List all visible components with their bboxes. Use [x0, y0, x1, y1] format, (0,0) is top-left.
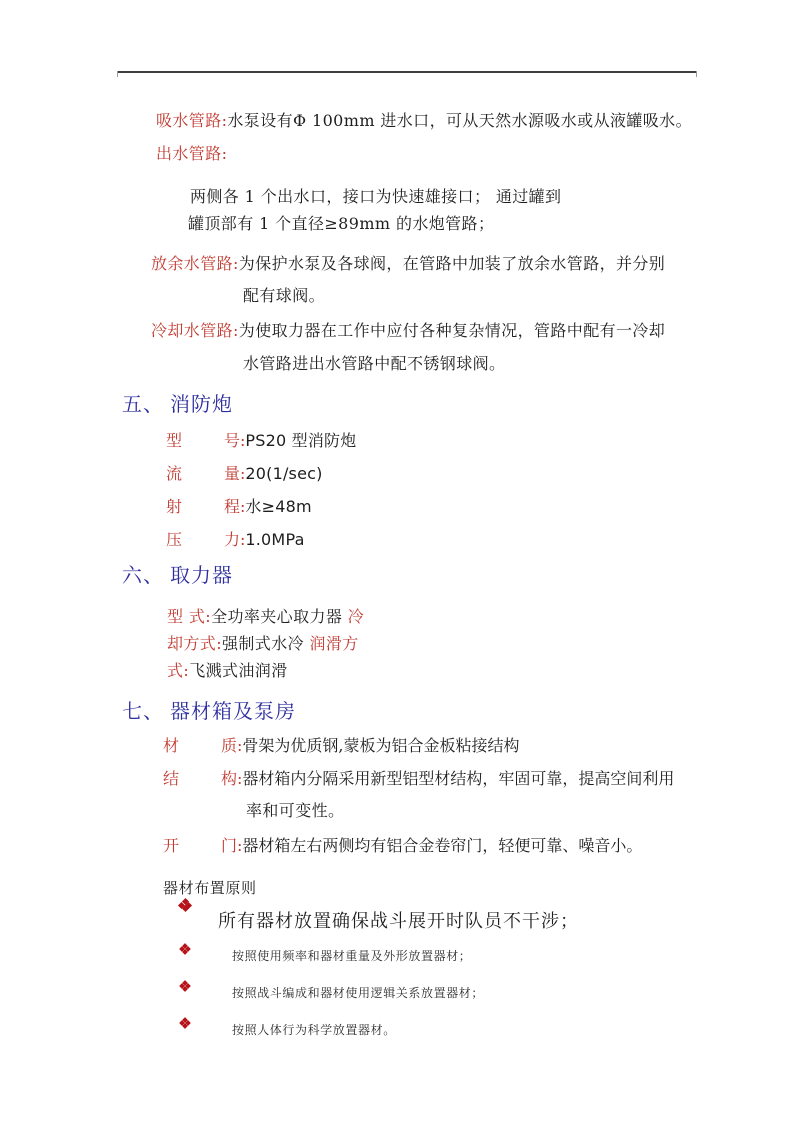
- bullet-item: 按照使用频率和器材重量及外形放置器材；: [232, 949, 472, 963]
- section-title: 器材箱及泵房: [170, 699, 296, 723]
- cooling-pipe-row: [151, 321, 665, 341]
- spec-value: 20(1/sec): [245, 464, 323, 483]
- outlet-pipe-label: 出水管路:: [156, 144, 228, 163]
- pto-row-text: 飞溅式油润滑: [189, 661, 288, 680]
- pto-row-text: 强制式水冷: [222, 634, 310, 653]
- spec-row-range: [166, 497, 312, 517]
- section-heading-equipment-box: [122, 699, 296, 723]
- spec-value: 器材箱左右两侧均有铝合金卷帘门，轻便可靠、噪音小。: [242, 836, 643, 855]
- outlet-pipe-line2: 罐顶部有 1 个直径≥89mm 的水炮管路；: [188, 214, 495, 233]
- outlet-pipe-label-row: [156, 144, 227, 164]
- pto-row-label: 式:: [167, 661, 190, 680]
- pto-row-label: 却方式:: [167, 634, 222, 653]
- spec-row-door: [163, 836, 642, 856]
- spec-value: 水≥48m: [245, 497, 312, 516]
- suction-pipe-text: 水泵设有Φ 100mm 进水口，可从天然水源吸水或从液罐吸水。: [227, 111, 692, 130]
- spec-row-flow: [166, 464, 323, 484]
- diamond-bullet-icon: [179, 899, 191, 911]
- spec-label: 压 力: [166, 530, 240, 549]
- spec-colon: :: [240, 497, 246, 516]
- spec-value: 1.0MPa: [245, 530, 305, 549]
- spec-colon: :: [237, 836, 243, 855]
- bullet-item: 按照人体行为科学放置器材。: [232, 1023, 396, 1037]
- header-rule: [117, 71, 697, 73]
- spec-colon: :: [237, 769, 243, 788]
- pto-row-tail: 冷: [347, 607, 365, 626]
- spec-colon: :: [240, 530, 246, 549]
- spec-label: 型 号: [166, 431, 240, 450]
- suction-pipe-row: [156, 111, 692, 131]
- cooling-pipe-text: 为使取力器在工作中应付各种复杂情况，管路中配有一冷却: [238, 321, 666, 340]
- pto-row-text: 全功率夹心取力器: [211, 607, 348, 626]
- header-rule-right-tick: [696, 71, 697, 77]
- section-title: 取力器: [170, 563, 233, 587]
- spec-value: 骨架为优质钢,蒙板为铝合金板粘接结构: [242, 736, 520, 755]
- section-heading-monitor: [122, 392, 233, 416]
- spec-row-pressure: [166, 530, 305, 550]
- cooling-pipe-label: 冷却水管路:: [151, 321, 239, 340]
- spec-value: PS20 型消防炮: [245, 431, 357, 450]
- equipment-principles-title: 器材布置原则: [163, 879, 257, 897]
- section-number: 七、: [122, 699, 164, 723]
- spec-label: 结 构: [163, 769, 237, 788]
- drain-pipe-row: [151, 254, 665, 274]
- spec-value: 器材箱内分隔采用新型铝型材结构，牢固可靠，提高空间利用: [242, 769, 675, 788]
- spec-row-material: [163, 736, 519, 756]
- diamond-bullet-icon: [180, 1018, 190, 1028]
- diamond-bullet-icon: [180, 944, 190, 954]
- pto-cooling-row: [167, 634, 359, 654]
- bullet-item: 按照战斗编成和器材使用逻辑关系放置器材；: [232, 986, 485, 1000]
- pto-type-row: [167, 607, 364, 627]
- spec-row-model: [166, 431, 356, 451]
- spec-colon: :: [237, 736, 243, 755]
- spec-label: 射 程: [166, 497, 240, 516]
- outlet-pipe-line1: 两侧各 1 个出水口，接口为快速雄接口； 通过罐到: [190, 187, 562, 206]
- section-title: 消防炮: [170, 392, 233, 416]
- drain-pipe-line2: 配有球阀。: [243, 286, 326, 305]
- cooling-pipe-line2: 水管路进出水管路中配不锈钢球阀。: [243, 354, 506, 373]
- section-heading-pto: [122, 563, 233, 587]
- section-number: 六、: [122, 563, 164, 587]
- spec-row-structure-wrap: 率和可变性。: [246, 801, 345, 820]
- spec-colon: :: [240, 464, 246, 483]
- pto-row-label: 型 式:: [167, 607, 212, 626]
- drain-pipe-text: 为保护水泵及各球阀，在管路中加装了放余水管路，并分别: [238, 254, 666, 273]
- section-number: 五、: [122, 392, 164, 416]
- header-rule-left-tick: [117, 71, 118, 77]
- spec-label: 流 量: [166, 464, 240, 483]
- spec-row-structure: [163, 769, 674, 789]
- pto-lube-row: [167, 661, 288, 681]
- diamond-bullet-icon: [180, 981, 190, 991]
- bullet-item: 所有器材放置确保战斗展开时队员不干涉；: [218, 911, 579, 932]
- spec-label: 材 质: [163, 736, 237, 755]
- drain-pipe-label: 放余水管路:: [151, 254, 239, 273]
- spec-label: 开 门: [163, 836, 237, 855]
- spec-colon: :: [240, 431, 246, 450]
- suction-pipe-label: 吸水管路:: [156, 111, 228, 130]
- pto-row-tail: 润滑方: [309, 634, 359, 653]
